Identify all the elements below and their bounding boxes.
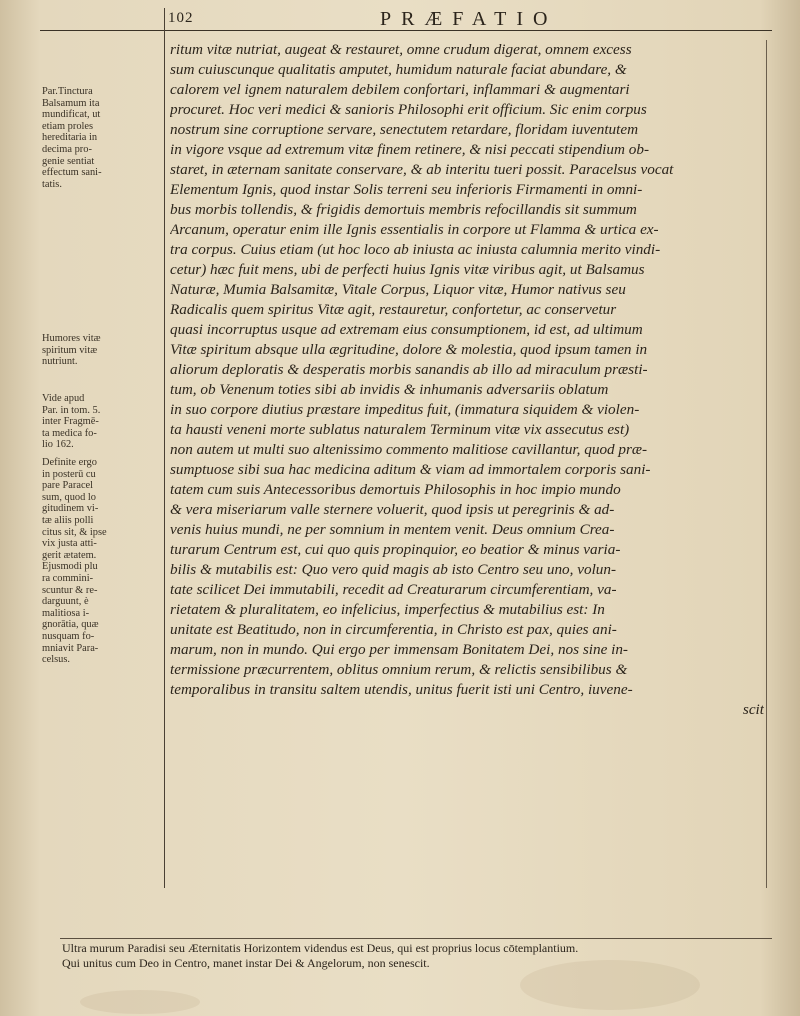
text-line: vix justa atti-: [42, 538, 97, 550]
text-line: hereditaria in: [42, 132, 98, 144]
text-line: tate scilicet Dei immutabili, recedit ad Creaturarum circumferentiam, va-: [170, 581, 617, 598]
text-line: inter Fragmē-: [42, 416, 99, 428]
text-line: ta hausti veneni morte sublatus naturalem Terminum vitæ vix assecutus est): [170, 421, 630, 438]
text-line: effectum sani-: [42, 167, 102, 179]
text-line: malitiosa i-: [42, 607, 90, 619]
footnote-rule: [60, 938, 772, 939]
text-line: scuntur & re-: [42, 584, 98, 596]
text-line: spiritum vitæ: [42, 344, 98, 356]
text-line: Elementum Ignis, quod instar Solis terreni seu inferioris Firmamenti in omni-: [170, 181, 643, 198]
text-line: bilis & mutabilis est: Quo vero quid magis ab isto Centro seu uno, volun-: [170, 561, 617, 578]
text-line: sum cuiuscunque qualitatis amputet, humidum naturale faciat abundare, &: [170, 61, 627, 78]
text-line: quasi incorruptus usque ad extremam eius consumptionem, id est, ad ultimum: [170, 321, 643, 338]
text-line: etiam proles: [42, 120, 94, 132]
margin-note-tinctura: [42, 86, 162, 190]
text-line: darguunt, è: [42, 596, 89, 608]
text-line: celsus.: [42, 654, 70, 666]
margin-note-definite: [42, 457, 162, 666]
page-header: [168, 10, 764, 34]
text-line: termissione præcurrentem, oblitus omnium rerum, & relictis sensibilibus &: [170, 661, 628, 678]
text-line: & vera miseriarum valle sternere voluerit, quod ipsis ut peregrinis & ad-: [170, 501, 615, 518]
text-line: gnorātia, quæ: [42, 619, 99, 631]
text-line: decima pro-: [42, 143, 92, 155]
text-line: gitudinem vi-: [42, 503, 99, 515]
text-line: non autem ut multi suo altenissimo commento malitiose cavillantur, quod præ-: [170, 441, 648, 458]
text-line: marum, non in mundo. Qui ergo per immensam Bonitatem Dei, nos sine in-: [170, 641, 628, 658]
page-number: 102: [168, 10, 194, 26]
main-text: [170, 40, 764, 720]
text-line: aliorum deploratis & desperatis morbis sanandis ab illo ad miraculum præsti-: [170, 361, 648, 378]
text-line: nostrum sine corruptione servare, senectutem retardare, floridam iuventutem: [170, 121, 639, 138]
text-line: calorem vel ignem naturalem debilem confortari, inflammari & augmentari: [170, 81, 630, 98]
text-line: pare Paracel: [42, 480, 94, 492]
margin-rule: [164, 8, 165, 888]
text-line: in posterū cu: [42, 468, 96, 480]
text-line: procuret. Hoc veri medici & sanioris Philosophi erit officium. Sic enim corpus: [170, 101, 647, 118]
footnote: [62, 941, 772, 971]
text-line: in vigore vsque ad extremum vitæ finem retinere, & nisi peccati stipendium ob-: [170, 141, 649, 158]
text-line: nutriunt.: [42, 356, 78, 368]
text-line: Ultra murum Paradisi seu Æternitatis Horizontem videndus est Deus, qui est proprius locus cōtemplantium.: [62, 941, 579, 955]
text-line: ta medica fo-: [42, 427, 97, 439]
text-line: scit: [742, 701, 764, 718]
text-line: mniavit Para-: [42, 642, 99, 654]
text-line: tra corpus. Cuius etiam (ut hoc loco ab iniusta ac iniusta calumnia merito vindi-: [170, 241, 661, 258]
text-line: bus morbis tollendis, & frigidis demortuis membris refocillandis sit summum: [170, 201, 637, 218]
text-line: cetur) hæc fuit mens, ubi de perfecti huius Ignis vitæ viribus agit, ut Balsamus: [170, 261, 645, 278]
text-line: ra commini-: [42, 572, 94, 584]
text-line: Par. in tom. 5.: [42, 404, 101, 416]
text-line: ritum vitæ nutriat, augeat & restauret, omne crudum digerat, omnem excess: [170, 41, 632, 58]
margin-note-vide: [42, 393, 162, 451]
text-line: rietatem & pluralitatem, eo infelicius, imperfectius & mutabilius est: In: [170, 601, 605, 618]
text-line: Par.Tinctura: [42, 86, 93, 97]
text-line: Definite ergo: [42, 457, 97, 468]
text-line: temporalibus in transitu saltem utendis, unitus fuerit isti uni Centro, iuvene-: [170, 681, 633, 698]
running-head: PRÆFATIO: [380, 8, 558, 30]
text-line: in suo corpore diutius præstare impeditus fuit, (immatura siquidem & violen-: [170, 401, 640, 418]
text-line: tatem cum suis Antecessoribus demortuis Philosophis in hoc impio mundo: [170, 481, 621, 498]
text-line: Qui unitus cum Deo in Centro, manet instar Dei & Angelorum, non senescit.: [62, 956, 430, 970]
right-rule: [766, 40, 767, 888]
text-line: Vitæ spiritum absque ulla ægritudine, dolore & molestia, quod ipsum tamen in: [170, 341, 648, 358]
text-line: mundificat, ut: [42, 109, 101, 121]
text-line: Radicalis quem spiritus Vitæ agit, restauretur, confortetur, ac conservetur: [170, 301, 617, 318]
margin-note-humores: [42, 333, 162, 368]
text-line: sum, quod lo: [42, 491, 96, 503]
text-line: lio 162.: [42, 439, 74, 451]
text-line: tatis.: [42, 178, 62, 190]
text-line: Humores vitæ: [42, 333, 101, 344]
text-line: Arcanum, operatur enim ille Ignis essentialis in corpore ut Flamma & urtica ex-: [170, 221, 659, 238]
text-line: tum, ob Venenum toties sibi ab invidis & inhumanis adversariis oblatum: [170, 381, 609, 398]
text-line: gerit ætatem.: [42, 549, 97, 561]
text-line: venis huius mundi, ne per somnium in mentem venit. Deus omnium Crea-: [170, 521, 615, 538]
text-line: unitate est Beatitudo, non in circumferentia, in Christo est pax, quies ani-: [170, 621, 617, 638]
text-line: Ejusmodi plu: [42, 561, 98, 573]
text-line: genie sentiat: [42, 155, 95, 167]
text-line: staret, in æternam sanitate conservare, & ab interitu tueri possit. Paracelsus vocat: [170, 161, 674, 178]
text-line: citus sit, & ipse: [42, 526, 107, 538]
text-line: nusquam fo-: [42, 630, 95, 642]
text-line: turarum Centrum est, cui quo quis propinquior, eo beatior & minus varia-: [170, 541, 621, 558]
text-line: tæ aliis polli: [42, 514, 94, 526]
text-line: Vide apud: [42, 393, 85, 404]
text-line: Naturæ, Mumia Balsamitæ, Vitale Corpus, Liquor vitæ, Humor nativus seu: [170, 281, 626, 298]
text-line: Balsamum ita: [42, 97, 100, 109]
paper-stain: [80, 990, 200, 1014]
text-line: sumptuose sibi sua hac medicina aditum & viam ad immortalem corporis sani-: [170, 461, 651, 478]
